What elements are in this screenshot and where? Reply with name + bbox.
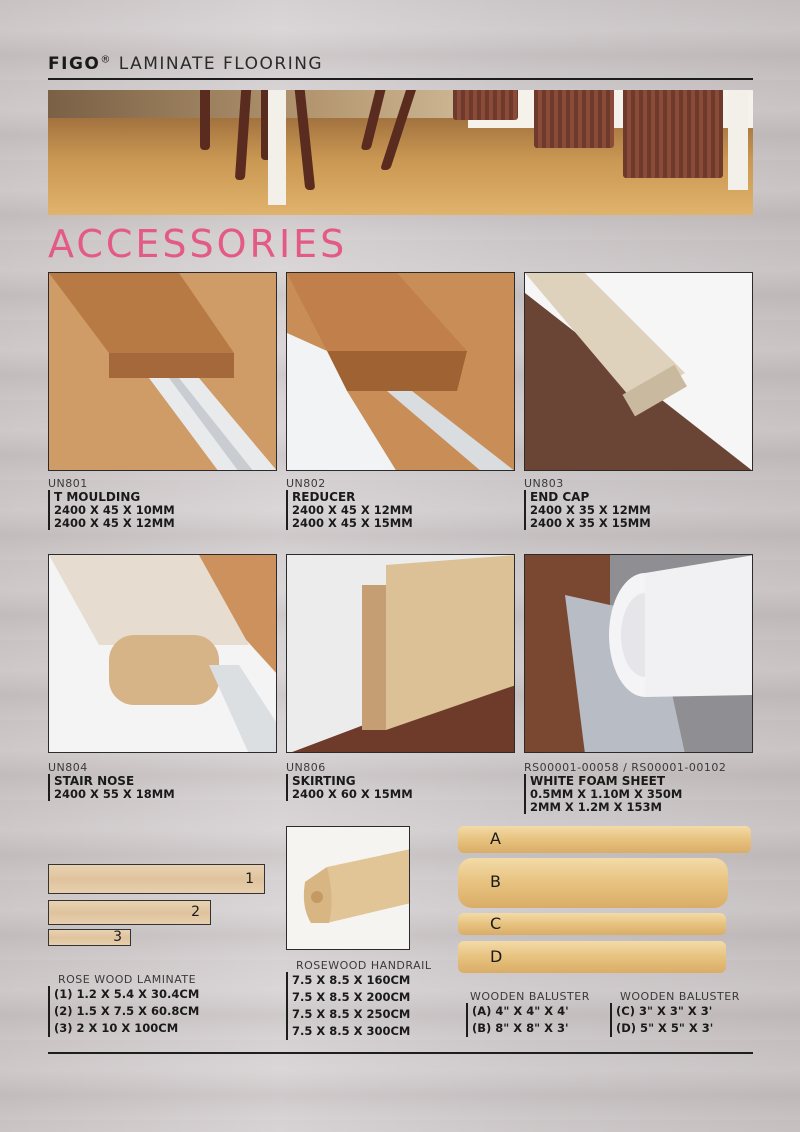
product-name: REDUCER [292,490,356,504]
laminate-strip-1 [48,864,265,894]
strip-label: 1 [245,871,254,887]
laminate-size: (3) 2 X 10 X 100CM [54,1021,179,1035]
header-divider [48,78,753,80]
handrail-image [286,826,410,950]
baluster-b [458,858,728,908]
hero-floor-photo [48,90,753,215]
baluster-label: C [490,914,502,933]
product-size: 2400 X 60 X 15MM [292,787,413,801]
handrail-size: 7.5 X 8.5 X 160CM [292,973,411,987]
product-name: END CAP [530,490,590,504]
strip-label: 3 [113,929,122,945]
baluster-info-left [470,990,590,1037]
product-un806 [286,761,413,801]
product-un801 [48,477,175,530]
baluster-size: (C) 3" X 3" X 3' [616,1004,713,1018]
product-code: UN806 [286,761,326,774]
product-image-un803 [524,272,753,471]
baluster-size: (B) 8" X 8" X 3' [472,1021,569,1035]
laminate-strip-3 [48,929,131,946]
laminate-size: (1) 1.2 X 5.4 X 30.4CM [54,987,200,1001]
brand-header [48,54,323,74]
registered-mark: ® [100,54,112,66]
product-size: 2400 X 45 X 10MM [54,503,175,517]
product-image-un801 [48,272,277,471]
product-size: 2400 X 35 X 12MM [530,503,651,517]
product-size: 2400 X 35 X 15MM [530,516,651,530]
baluster-a [458,826,751,853]
product-name: WHITE FOAM SHEET [530,774,666,788]
product-name: SKIRTING [292,774,356,788]
product-size: 2400 X 45 X 12MM [292,503,413,517]
product-un803 [524,477,651,530]
handrail-size: 7.5 X 8.5 X 250CM [292,1007,411,1021]
product-code: UN804 [48,761,88,774]
baluster-info-right [616,990,740,1037]
handrail-size: 7.5 X 8.5 X 300CM [292,1024,411,1038]
section-title: WOODEN BALUSTER [620,990,740,1003]
baluster-size: (D) 5" X 5" X 3' [616,1021,714,1035]
product-un802 [286,477,413,530]
handrail-size: 7.5 X 8.5 X 200CM [292,990,411,1004]
product-size: 2MM X 1.2M X 153M [530,800,662,814]
laminate-size: (2) 1.5 X 7.5 X 60.8CM [54,1004,200,1018]
laminate-strip-2 [48,900,211,925]
baluster-label: B [490,872,501,891]
product-size: 2400 X 45 X 12MM [54,516,175,530]
handrail-info [292,959,432,1040]
product-size: 2400 X 55 X 18MM [54,787,175,801]
product-image-un804 [48,554,277,753]
baluster-label: A [490,829,501,848]
product-code: UN803 [524,477,564,490]
product-code: UN802 [286,477,326,490]
baluster-c [458,913,726,935]
section-title: ROSEWOOD HANDRAIL [296,959,432,972]
baluster-size: (A) 4" X 4" X 4' [472,1004,569,1018]
brand-subtitle: LAMINATE FLOORING [118,54,324,74]
footer-divider [48,1052,753,1054]
baluster-d [458,941,726,973]
product-size: 2400 X 45 X 15MM [292,516,413,530]
product-image-un802 [286,272,515,471]
section-title: WOODEN BALUSTER [470,990,590,1003]
rosewood-laminate-info [54,973,200,1037]
product-image-un806 [286,554,515,753]
section-title: ROSE WOOD LAMINATE [58,973,197,986]
product-image-foam-sheet [524,554,753,753]
product-name: T MOULDING [54,490,141,504]
baluster-label: D [490,947,503,966]
page-title: ACCESSORIES [48,222,348,266]
product-code: UN801 [48,477,88,490]
strip-label: 2 [191,904,200,920]
product-code: RS00001-00058 / RS00001-00102 [524,761,727,774]
brand-name: FIGO [48,54,101,74]
product-size: 0.5MM X 1.10M X 350M [530,787,683,801]
product-name: STAIR NOSE [54,774,135,788]
product-un804 [48,761,175,801]
product-foam-sheet [524,761,726,814]
